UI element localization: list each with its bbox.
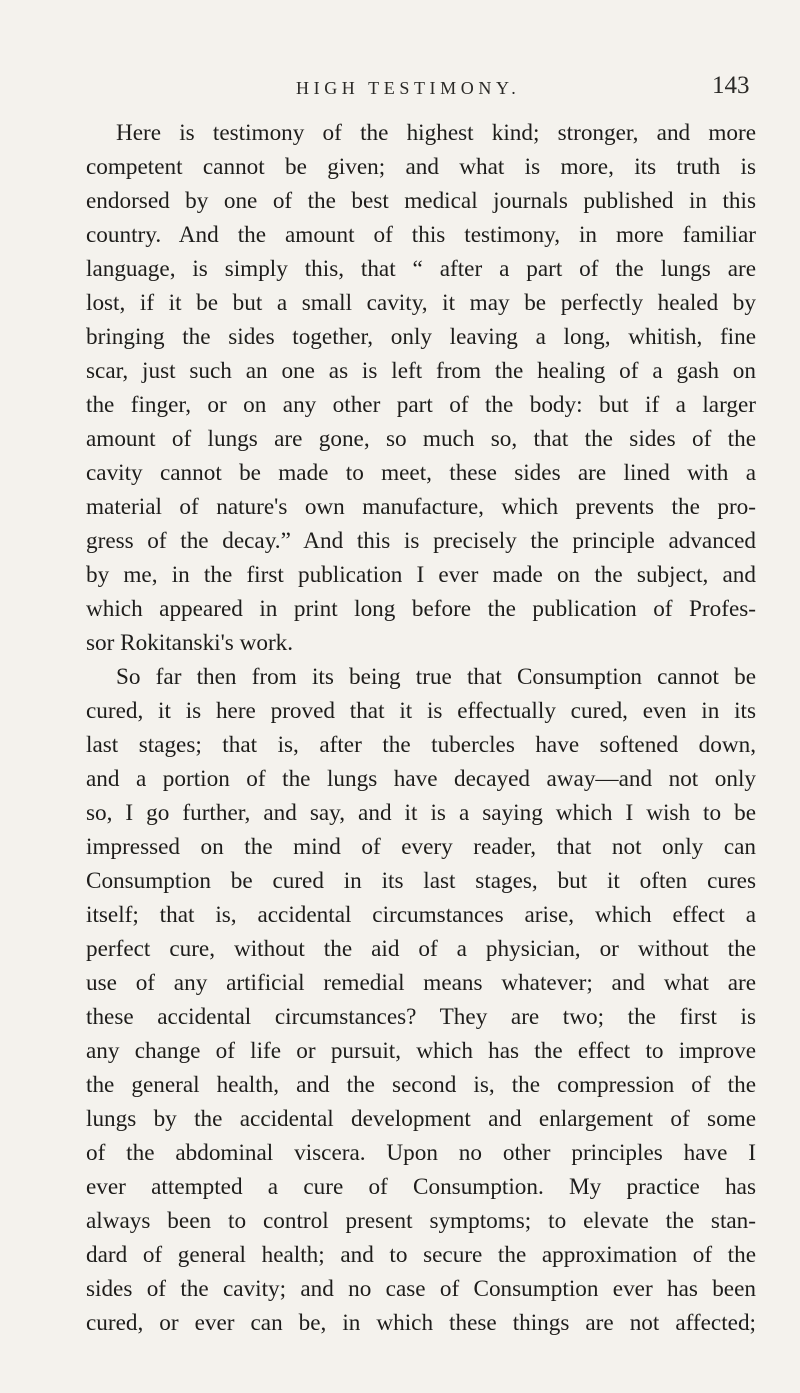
text-line: scar, just such an one as is left from the healing of a gash on (86, 358, 756, 384)
running-head: HIGH TESTIMONY. (296, 78, 521, 98)
text-line: cavity cannot be made to meet, these sides are lined with a (86, 460, 756, 486)
text-line: any change of life or pursuit, which has the effect to improve (86, 1038, 756, 1064)
text-line: sor Rokitanski's work. (86, 630, 294, 656)
text-line: use of any artificial remedial means whatever; and what are (86, 970, 756, 996)
text-line: lungs by the accidental development and enlargement of some (86, 1106, 756, 1132)
text-line: these accidental circumstances? They are two; the first is (86, 1004, 756, 1030)
text-line: country. And the amount of this testimony, in more familiar (86, 222, 756, 248)
text-line: always been to control present symptoms; to elevate the stan- (86, 1208, 756, 1234)
text-line: and a portion of the lungs have decayed away—and not only (86, 766, 756, 792)
text-line: Here is testimony of the highest kind; stronger, and more (116, 120, 756, 146)
text-line: the general health, and the second is, the compression of the (86, 1072, 756, 1098)
text-line: the finger, or on any other part of the body: but if a larger (86, 392, 756, 418)
text-line: So far then from its being true that Consumption cannot be (116, 664, 756, 690)
text-line: endorsed by one of the best medical journals published in this (86, 188, 756, 214)
text-line: Consumption be cured in its last stages, but it often cures (86, 868, 756, 894)
text-line: gress of the decay.” And this is precisely the principle advanced (86, 528, 756, 554)
text-line: dard of general health; and to secure the approximation of the (86, 1242, 756, 1268)
text-line: ever attempted a cure of Consumption. My practice has (86, 1174, 756, 1200)
text-line: language, is simply this, that “ after a part of the lungs are (86, 256, 756, 282)
text-line: impressed on the mind of every reader, that not only can (86, 834, 756, 860)
text-line: last stages; that is, after the tubercles have softened down, (86, 732, 756, 758)
page-number: 143 (712, 72, 750, 99)
text-line: bringing the sides together, only leaving a long, whitish, fine (86, 324, 756, 350)
text-line: which appeared in print long before the publication of Profes- (86, 596, 756, 622)
text-line: sides of the cavity; and no case of Consumption ever has been (86, 1276, 756, 1302)
text-line: itself; that is, accidental circumstances arise, which effect a (86, 902, 756, 928)
text-line: competent cannot be given; and what is more, its truth is (86, 154, 756, 180)
text-line: cured, or ever can be, in which these things are not affected; (86, 1310, 756, 1336)
text-line: so, I go further, and say, and it is a saying which I wish to be (86, 800, 756, 826)
text-line: amount of lungs are gone, so much so, that the sides of the (86, 426, 756, 452)
text-line: perfect cure, without the aid of a physician, or without the (86, 936, 756, 962)
text-line: cured, it is here proved that it is effectually cured, even in its (86, 698, 756, 724)
text-line: of the abdominal viscera. Upon no other principles have I (86, 1140, 756, 1166)
text-line: material of nature's own manufacture, which prevents the pro- (86, 494, 756, 520)
text-line: lost, if it be but a small cavity, it may be perfectly healed by (86, 290, 756, 316)
text-line: by me, in the first publication I ever made on the subject, and (86, 562, 756, 588)
